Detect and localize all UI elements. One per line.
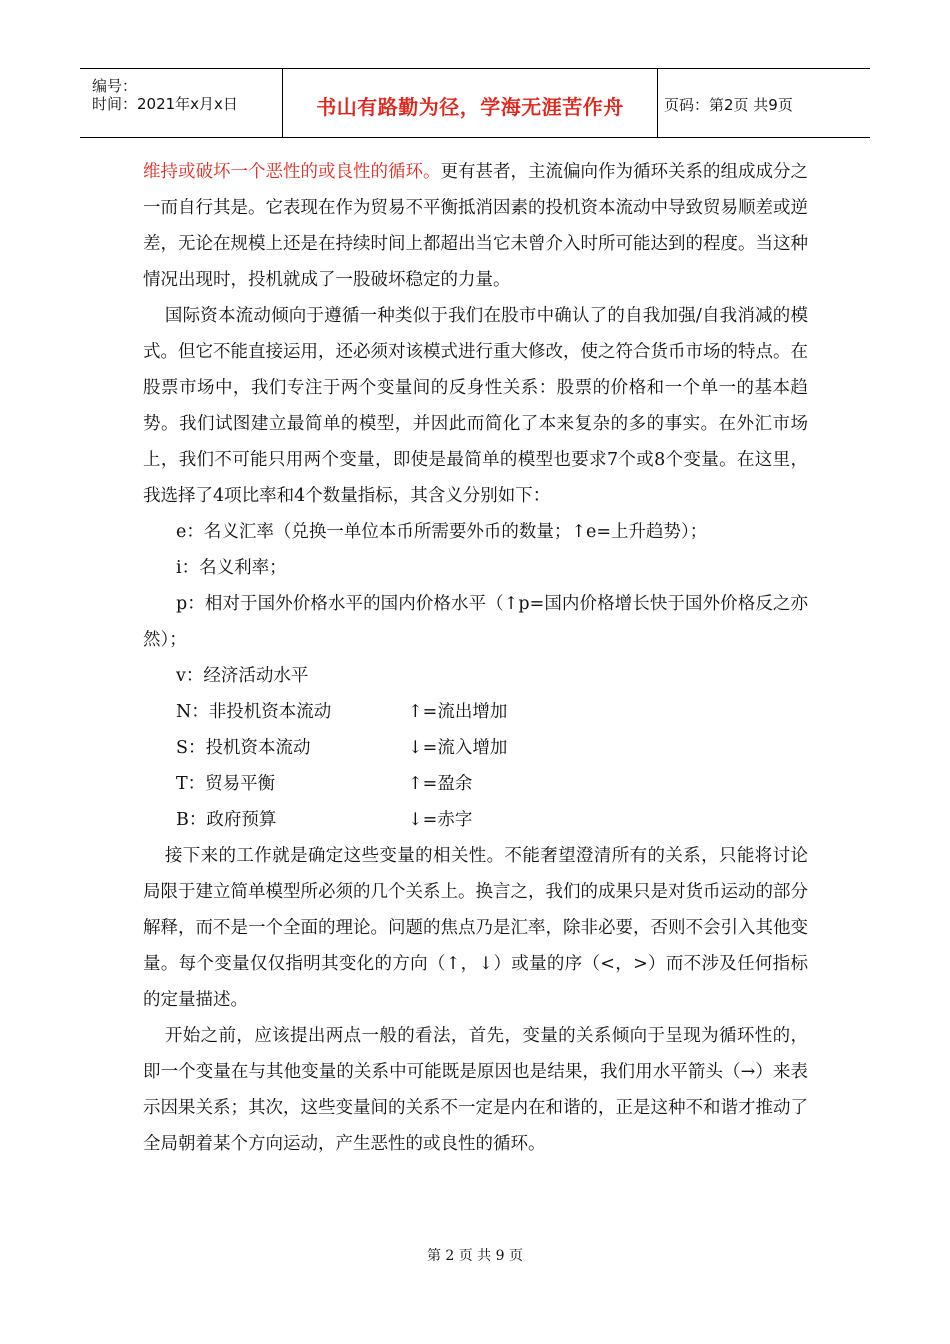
header-date-label: 时间：2021年x月x日 [92,95,238,113]
quantity-row [143,730,808,766]
definition-v: v：经济活动水平 [176,666,309,686]
quantity-direction: ↓=流入增加 [408,738,508,758]
header-page-cell [664,69,870,137]
definition-i: i：名义利率； [176,558,287,578]
quantity-row [143,694,808,730]
paragraph-2: 国际资本流动倾向于遵循一种类似于我们在股市中确认了的自我加强/自我消减的模式。但它不能直接运用，还必须对该模式进行重大修改，使之符合货币市场的特点。在股票市场中，我们专注于两个变量间的反身性关系：股票的价格和一个单一的基本趋势。我们试图建立最简单的模型，并因此而简化了本来复杂的多的事实。在外汇市场上，我们不可能只用两个变量，即使是最简单的模型也要求7个或8个变量。在这里，我选择了4项比率和4个数量指标，其含义分别如下： [143,306,808,506]
quantity-direction: ↑=流出增加 [408,702,508,722]
quantity-label: S：投机资本流动 [176,738,311,758]
page-footer: 第 2 页 共 9 页 [426,1248,524,1264]
quantity-row [143,802,808,838]
paragraph-4: 开始之前，应该提出两点一般的看法，首先，变量的关系倾向于呈现为循环性的，即一个变量在与其他变量的关系中可能既是原因也是结果，我们用水平箭头（→）来表示因果关系；其次，这些变量间的关系不一定是内在和谐的，正是这种不和谐才推动了全局朝着某个方向运动，产生恶性的或良性的循环。 [143,1026,808,1154]
header-number-label: 编号： [92,77,138,95]
definition-e: e：名义汇率（兑换一单位本币所需要外币的数量；↑e=上升趋势）； [176,522,708,542]
quantity-label: T：贸易平衡 [176,774,276,794]
header-meta [80,69,280,137]
header-motto: 书山有路勤为径，学海无涯苦作舟 [316,95,624,119]
quantity-direction: ↑=盈余 [408,774,473,794]
document-body [143,154,808,1162]
header-motto-cell [282,69,658,137]
page-header [80,68,870,138]
quantity-label: B：政府预算 [176,810,277,830]
highlighted-text: 维持或破坏一个恶性的或良性的循环。 [143,162,441,182]
header-page-label: 页码：第2页 共9页 [664,96,793,114]
quantity-row [143,766,808,802]
quantity-label: N：非投机资本流动 [176,702,332,722]
paragraph-1 [143,154,808,298]
quantity-direction: ↓=赤字 [408,810,473,830]
paragraph-3: 接下来的工作就是确定这些变量的相关性。不能奢望澄清所有的关系，只能将讨论局限于建立简单模型所必须的几个关系上。换言之，我们的成果只是对货币运动的部分解释，而不是一个全面的理论。问题的焦点乃是汇率，除非必要，否则不会引入其他变量。每个变量仅仅指明其变化的方向（↑，↓）或量的序（<，>）而不涉及任何指标的定量描述。 [143,846,808,1010]
paragraph-1-text: 更有甚者，主流偏向作为循环关系的组成成分之一而自行其是。它表现在作为贸易不平衡抵消因素的投机资本流动中导致贸易顺差或逆差，无论在规模上还是在持续时间上都超出当它未曾介入时所可能达到的程度。当这种情况出现时，投机就成了一股破坏稳定的力量。 [143,162,808,290]
definition-p: p：相对于国外价格水平的国内价格水平（↑p=国内价格增长快于国外价格反之亦然）； [143,594,808,650]
